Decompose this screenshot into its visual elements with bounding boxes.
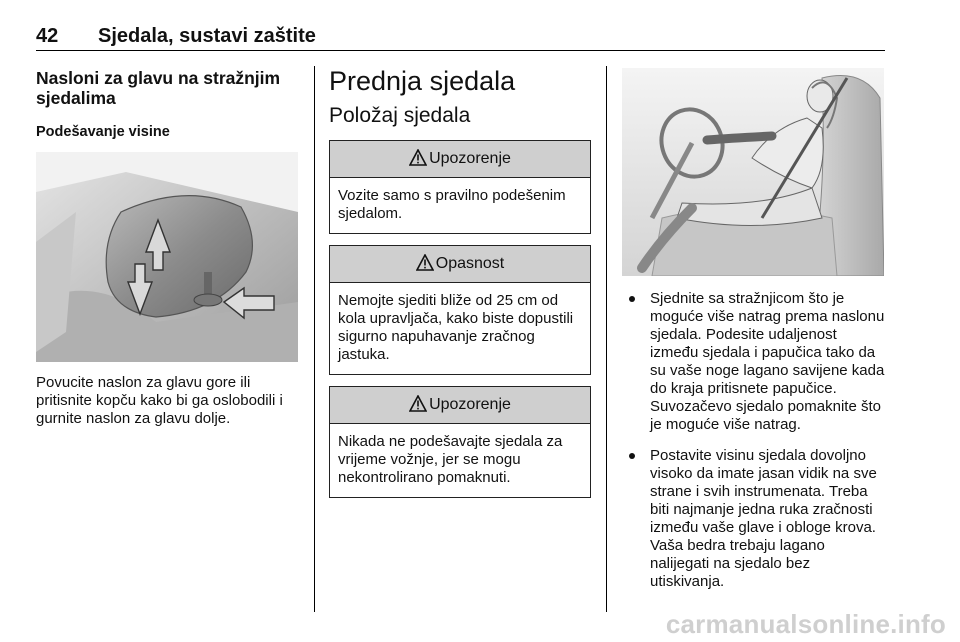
page-header	[36, 25, 316, 48]
watermark: carmanualsonline.info	[665, 609, 946, 639]
instruction-list	[622, 290, 886, 591]
section-heading: Nasloni za glavu na stražnjim sjedalima	[36, 68, 281, 108]
column-seat-position	[622, 68, 886, 604]
warning-icon	[416, 254, 434, 271]
list-item: Sjednite sa stražnjicom što je moguće više natrag prema naslonu sjedala. Podesite udaljenost između sjedala i papučica tako da su vaše noge lagano savijene kada do kraja pritisnete papučice. Suvozačevo sjedalo pomaknite što je moguće više natrag.	[622, 290, 886, 434]
warning-title: Upozorenje	[330, 387, 590, 424]
danger-text: Nemojte sjediti bliže od 25 cm od kola upravljača, kako biste dopustili sigurno napuhavanje zračnog jastuka.	[338, 292, 574, 363]
instruction-paragraph: Povucite naslon za glavu gore ili pritisnite kopču kako bi ga oslobodili i gurnite naslon za glavu dolje.	[36, 374, 283, 427]
bullet-icon	[629, 453, 635, 459]
list-item: Postavite visinu sjedala dovoljno visoko da imate jasan vidik na sve strane i svih instrumenata. Treba biti najmanje jedna ruka zračnosti između vaše glave i obloge krova. Vaša bedra trebaju lagano nalijegati na sjedalo bez utiskivanja.	[622, 447, 886, 591]
column-front-seats	[329, 64, 591, 498]
warning-box-2	[329, 386, 591, 498]
danger-box	[329, 245, 591, 375]
section-subheading: Podešavanje visine	[36, 124, 170, 140]
warning-box-1	[329, 140, 591, 234]
page-number: 42	[36, 25, 59, 47]
danger-title: Opasnost	[330, 246, 590, 283]
headrest-illustration	[36, 152, 298, 362]
sub-heading: Položaj sjedala	[329, 104, 471, 127]
column-rear-headrests	[36, 68, 300, 428]
bullet-icon	[629, 296, 635, 302]
warning-title: Upozorenje	[330, 141, 590, 178]
warning-text: Nikada ne podešavajte sjedala za vrijeme vožnje, jer se mogu nekontrolirano pomaknuti.	[338, 433, 563, 486]
driver-seat-illustration	[622, 68, 884, 276]
chapter-title: Sjedala, sustavi zaštite	[98, 25, 316, 47]
column-divider-2	[606, 66, 607, 612]
main-heading: Prednja sjedala	[329, 66, 516, 96]
warning-text: Vozite samo s pravilno podešenim sjedalom.	[338, 187, 566, 222]
warning-icon	[409, 395, 427, 412]
warning-icon	[409, 149, 427, 166]
column-divider-1	[314, 66, 315, 612]
header-rule	[36, 50, 885, 51]
